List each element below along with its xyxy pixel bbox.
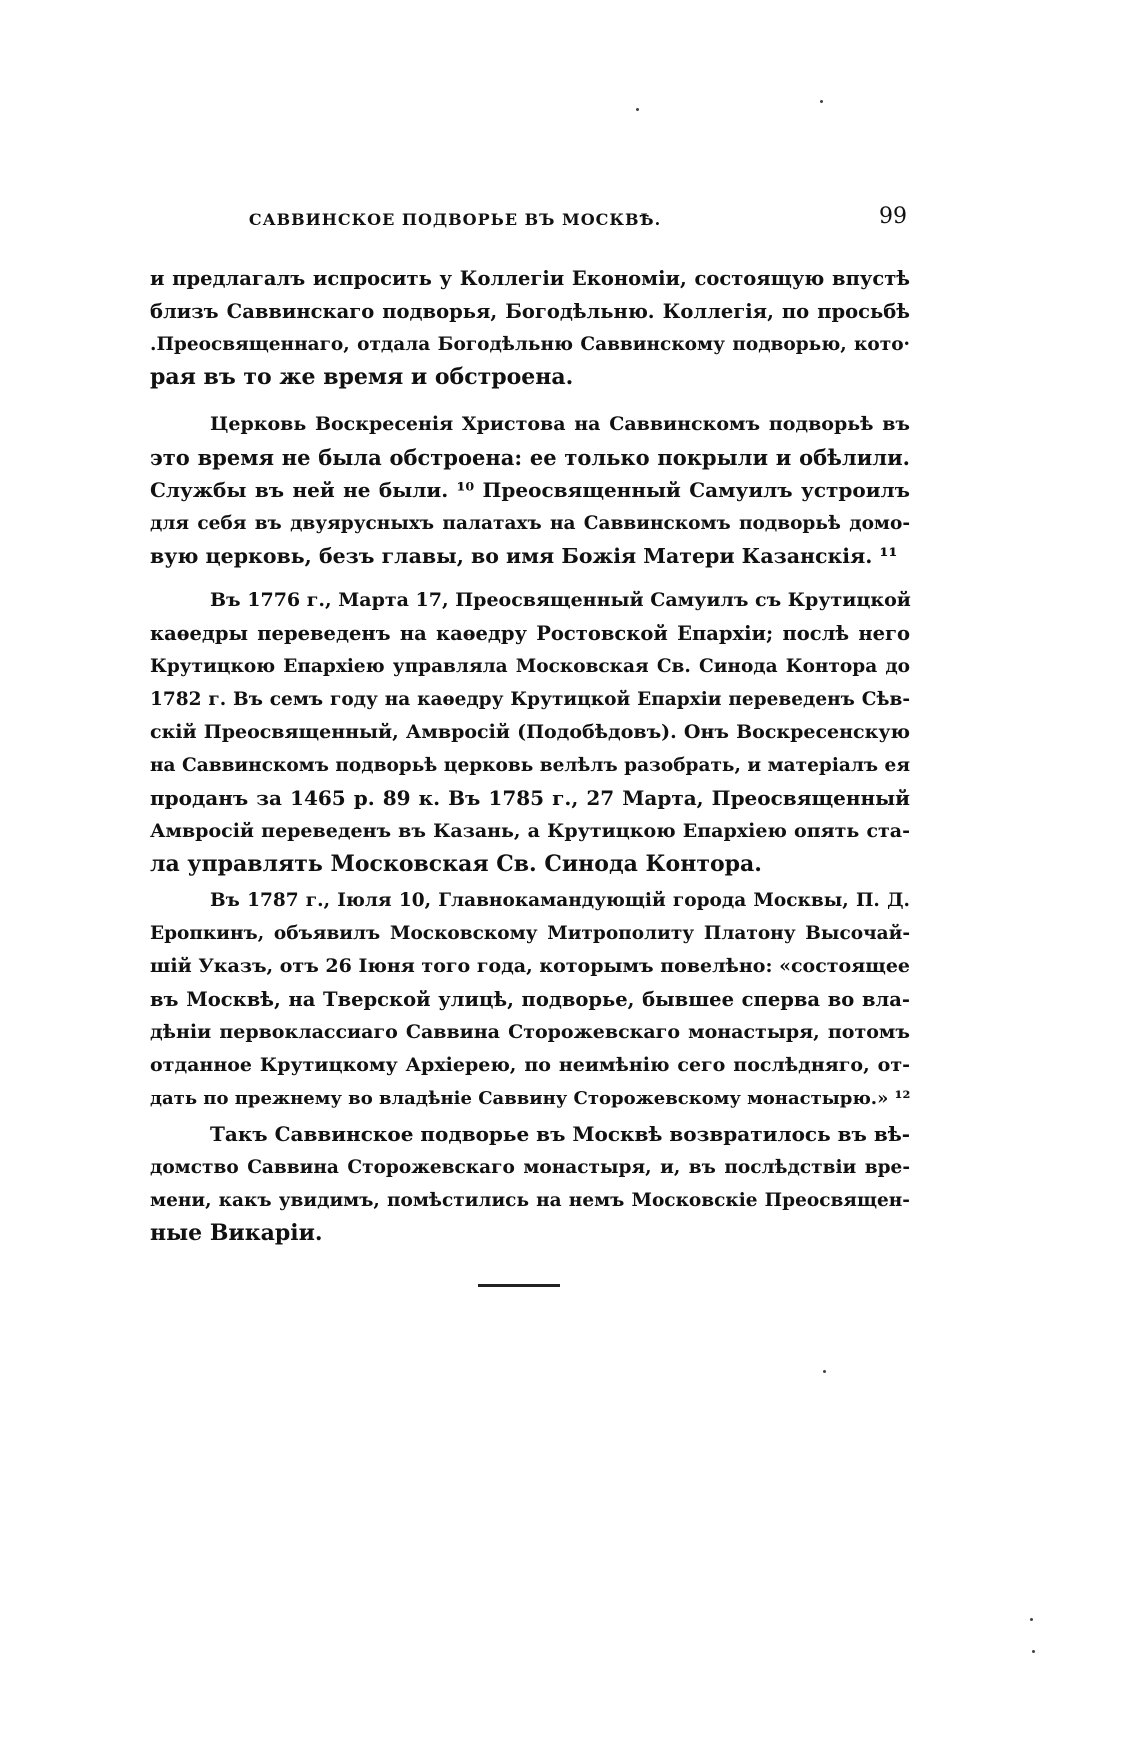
text-line: Крутицкою Епархіею управляла Московская Св. Синода Контора до (150, 656, 910, 677)
text-line: ла управлять Московская Св. Синода Контора. (150, 851, 762, 877)
page-number: 99 (879, 204, 907, 229)
paragraph-3 (150, 584, 910, 881)
text-line: домство Саввина Сторожевскаго монастыря, и, въ послѣдствіи вре- (150, 1157, 910, 1178)
scan-speck (1030, 1618, 1033, 1621)
text-line: мени, какъ увидимъ, помѣстились на немъ Московскіе Преосвящен- (150, 1190, 910, 1211)
text-line: Такъ Саввинское подворье въ Москвѣ возвратилось въ вѣ- (210, 1122, 911, 1146)
running-title: САВВИНСКОЕ ПОДВОРЬЕ ВЪ МОСКВѢ. (248, 210, 662, 229)
text-line: скій Преосвященный, Амвросій (Подобѣдовъ). Онъ Воскресенскую (150, 721, 910, 743)
text-line: каѳедры переведенъ на каѳедру Ростовской Епархіи; послѣ него (150, 622, 910, 645)
text-line: дѣніи первоклассиаго Саввина Сторожевскаго монастыря, потомъ (150, 1021, 910, 1043)
text-line: .Преосвященнаго, отдала Богодѣльню Саввинскому подворью, кото· (150, 334, 910, 355)
text-line: Еропкинъ, объявилъ Московскому Митрополиту Платону Высочай- (150, 923, 910, 944)
text-line: близъ Саввинскаго подворья, Богодѣльню. Коллегія, по просьбѣ (150, 300, 910, 323)
text-line: вую церковь, безъ главы, во имя Божія Матери Казанскія. ¹¹ (150, 544, 898, 568)
scan-speck (1032, 1650, 1035, 1653)
text-line: для себя въ двуярусныхъ палатахъ на Саввинскомъ подворьѣ домо- (150, 513, 910, 534)
scan-speck (820, 100, 823, 103)
paragraph-5 (150, 1118, 910, 1250)
paragraph-1 (150, 262, 910, 394)
text-line: шій Указъ, отъ 26 Іюня того года, которымъ повелѣно: «состоящее (150, 955, 910, 977)
text-line: Въ 1776 г., Марта 17, Преосвященный Самуилъ съ Крутицкой (210, 589, 911, 611)
closing-rule (478, 1284, 560, 1287)
text-line: Амвросій переведенъ въ Казань, а Крутицкою Епархіею опять ста- (150, 820, 910, 842)
text-line: это время не была обстроена: ее только покрыли и обѣлили. (150, 445, 910, 470)
text-line: на Саввинскомъ подворьѣ церковь велѣлъ разобрать, и матеріалъ ея (150, 755, 910, 776)
text-line: отданное Крутицкому Архіерею, по неимѣнію сего послѣдняго, от- (150, 1054, 910, 1076)
text-line: Въ 1787 г., Іюля 10, Главнокамандующій города Москвы, П. Д. (210, 890, 910, 911)
paragraph-2 (150, 408, 910, 573)
text-line: ные Викаріи. (150, 1220, 323, 1246)
scan-speck (636, 108, 639, 111)
text-line: 1782 г. Въ семъ году на каѳедру Крутицкой Епархіи переведенъ Сѣв- (150, 689, 910, 710)
text-line: рая въ то же время и обстроена. (150, 364, 574, 390)
scan-speck (823, 1370, 826, 1373)
text-line: и предлагалъ испросить у Коллегіи Економіи, состоящую впустѣ (150, 267, 910, 290)
text-line: Церковь Воскресенія Христова на Саввинскомъ подворьѣ въ (210, 413, 910, 435)
paragraph-4 (150, 884, 910, 1115)
text-line: проданъ за 1465 р. 89 к. Въ 1785 г., 27 Марта, Преосвященный (150, 786, 910, 810)
text-line: дать по прежнему во владѣніе Саввину Сторожевскому монастырю.» ¹² (150, 1088, 911, 1109)
text-line: въ Москвѣ, на Тверской улицѣ, подворье, бывшее сперва во вла- (150, 988, 910, 1011)
text-line: Службы въ ней не были. ¹⁰ Преосвященный Самуилъ устроилъ (150, 478, 910, 502)
